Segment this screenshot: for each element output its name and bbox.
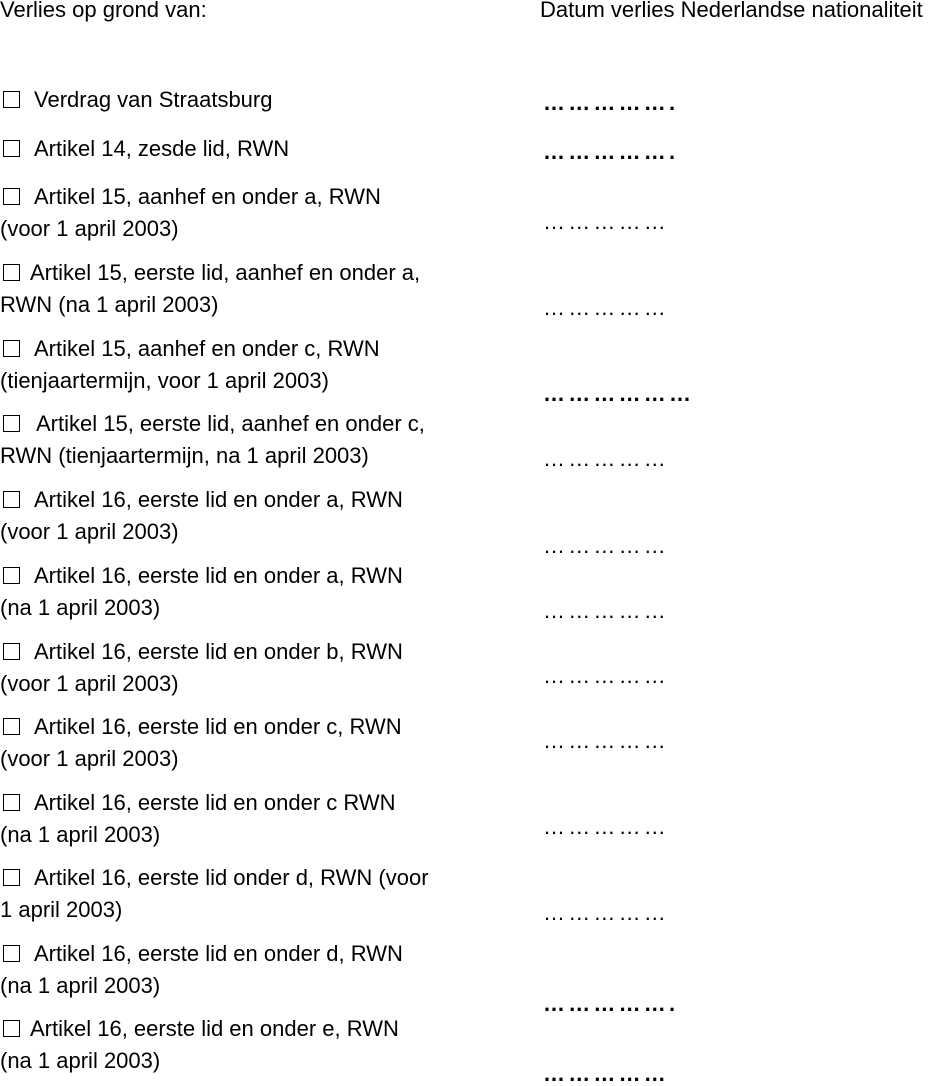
checkbox[interactable] bbox=[3, 643, 20, 660]
option-label: Artikel 16, eerste lid en onder b, RWN bbox=[34, 639, 403, 664]
date-field[interactable]: …………… bbox=[543, 209, 669, 234]
checkbox[interactable] bbox=[3, 718, 20, 735]
option-sublabel: RWN (na 1 april 2003) bbox=[0, 292, 219, 317]
option-label: Artikel 15, aanhef en onder c, RWN bbox=[34, 336, 380, 361]
date-field[interactable]: ……………. bbox=[543, 139, 679, 164]
option-label: Artikel 15, eerste lid, aanhef en onder a, bbox=[30, 260, 421, 285]
option-row bbox=[0, 84, 470, 116]
option-row bbox=[0, 181, 470, 245]
date-field[interactable]: ……………… bbox=[543, 381, 695, 406]
date-field[interactable]: …………… bbox=[543, 814, 669, 839]
option-label: Artikel 16, eerste lid en onder e, RWN bbox=[30, 1016, 399, 1041]
option-row bbox=[0, 333, 470, 397]
header-reason-label: Verlies op grond van: bbox=[0, 0, 207, 22]
checkbox[interactable] bbox=[3, 188, 20, 205]
option-row bbox=[0, 862, 470, 926]
option-sublabel: (voor 1 april 2003) bbox=[0, 216, 179, 241]
option-label: Artikel 15, aanhef en onder a, RWN bbox=[34, 184, 381, 209]
option-label: Verdrag van Straatsburg bbox=[34, 87, 273, 112]
option-label: Artikel 16, eerste lid en onder c RWN bbox=[34, 790, 396, 815]
checkbox[interactable] bbox=[3, 415, 20, 432]
checkbox[interactable] bbox=[3, 140, 20, 157]
option-sublabel: (na 1 april 2003) bbox=[0, 822, 161, 847]
date-field[interactable]: …………… bbox=[543, 295, 669, 320]
option-label: Artikel 16, eerste lid en onder a, RWN bbox=[34, 563, 403, 588]
date-field[interactable]: …………… bbox=[543, 1061, 669, 1086]
option-sublabel: (na 1 april 2003) bbox=[0, 973, 161, 998]
option-sublabel: (na 1 april 2003) bbox=[0, 1048, 161, 1073]
checkbox[interactable] bbox=[3, 264, 20, 281]
option-sublabel: (voor 1 april 2003) bbox=[0, 519, 179, 544]
option-label: Artikel 16, eerste lid en onder c, RWN bbox=[34, 714, 402, 739]
option-row bbox=[0, 133, 470, 165]
option-sublabel: (tienjaartermijn, voor 1 april 2003) bbox=[0, 368, 329, 393]
option-label: Artikel 14, zesde lid, RWN bbox=[34, 136, 290, 161]
option-row bbox=[0, 636, 470, 700]
option-sublabel: 1 april 2003) bbox=[0, 897, 123, 922]
checkbox[interactable] bbox=[3, 794, 20, 811]
option-sublabel: (voor 1 april 2003) bbox=[0, 746, 179, 771]
option-row bbox=[0, 938, 470, 1002]
checkbox[interactable] bbox=[3, 869, 20, 886]
date-field[interactable]: …………… bbox=[543, 446, 669, 471]
date-field[interactable]: …………… bbox=[543, 663, 669, 688]
option-row bbox=[0, 257, 470, 321]
date-field[interactable]: …………… bbox=[543, 598, 669, 623]
date-field[interactable]: …………… bbox=[543, 728, 669, 753]
checkbox[interactable] bbox=[3, 1020, 20, 1037]
option-row bbox=[0, 1013, 470, 1077]
option-label: Artikel 16, eerste lid en onder d, RWN bbox=[34, 941, 403, 966]
option-row bbox=[0, 484, 470, 548]
option-label: Artikel 16, eerste lid onder d, RWN (voor bbox=[34, 865, 429, 890]
header-date-label: Datum verlies Nederlandse nationaliteit bbox=[540, 0, 923, 22]
option-row bbox=[0, 711, 470, 775]
checkbox[interactable] bbox=[3, 91, 20, 108]
option-label: Artikel 15, eerste lid, aanhef en onder c, bbox=[36, 411, 425, 436]
checkbox[interactable] bbox=[3, 340, 20, 357]
checkbox[interactable] bbox=[3, 491, 20, 508]
option-sublabel: (voor 1 april 2003) bbox=[0, 671, 179, 696]
option-row bbox=[0, 787, 470, 851]
date-field[interactable]: …………… bbox=[543, 533, 669, 558]
option-sublabel: (na 1 april 2003) bbox=[0, 595, 161, 620]
option-label: Artikel 16, eerste lid en onder a, RWN bbox=[34, 487, 403, 512]
option-row bbox=[0, 560, 470, 624]
date-field[interactable]: ……………. bbox=[543, 90, 679, 115]
date-field[interactable]: ……………. bbox=[543, 991, 679, 1016]
option-sublabel: RWN (tienjaartermijn, na 1 april 2003) bbox=[0, 443, 369, 468]
date-field[interactable]: …………… bbox=[543, 900, 669, 925]
checkbox[interactable] bbox=[3, 567, 20, 584]
option-row bbox=[0, 408, 470, 472]
checkbox[interactable] bbox=[3, 945, 20, 962]
